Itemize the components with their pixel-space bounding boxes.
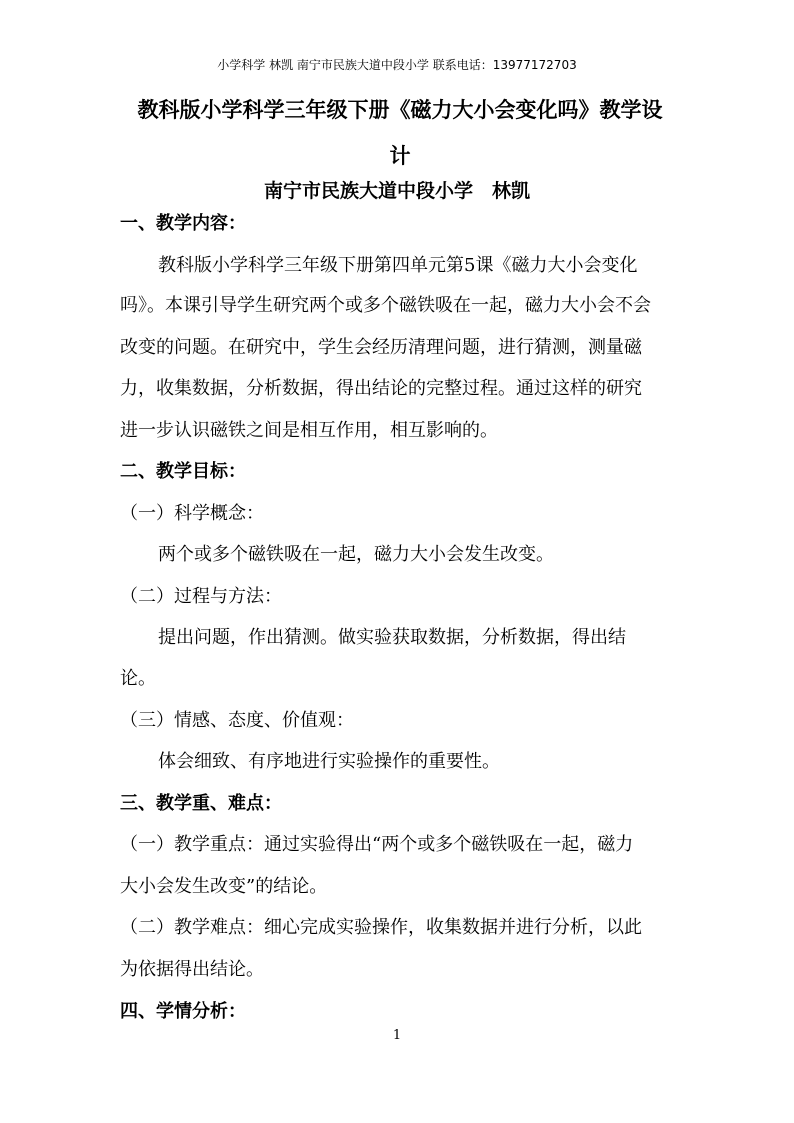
section-heading-objectives: 二、教学目标：: [120, 461, 246, 482]
document-title-line-1: 教科版小学科学三年级下册《磁力大小会变化吗》教学设: [137, 98, 663, 122]
subsection-label: （三）情感、态度、价值观：: [120, 710, 354, 731]
section-heading-learner-analysis: 四、学情分析：: [120, 1001, 246, 1022]
paragraph-line: 体会细致、有序地进行实验操作的重要性。: [158, 751, 500, 772]
subsection-label: （二）过程与方法：: [120, 586, 282, 607]
section-heading-content: 一、教学内容：: [120, 213, 246, 234]
paragraph-line: 大小会发生改变”的结论。: [120, 876, 328, 897]
subsection-label: （一）科学概念：: [120, 503, 264, 524]
paragraph-line: 两个或多个磁铁吸在一起，磁力大小会发生改变。: [158, 544, 554, 565]
paragraph-line: （二）教学难点：细心完成实验操作，收集数据并进行分析，以此: [120, 917, 642, 938]
paragraph-line: 力，收集数据，分析数据，得出结论的完整过程。通过这样的研究: [120, 378, 642, 399]
page-header: 小学科学 林凯 南宁市民族大道中段小学 联系电话：13977172703: [217, 58, 577, 72]
author-line: 南宁市民族大道中段小学 林凯: [263, 180, 530, 202]
paragraph-line: 为依据得出结论。: [120, 959, 264, 980]
paragraph-line: 教科版小学科学三年级下册第四单元第5课《磁力大小会变化: [158, 255, 638, 276]
page-number: 1: [392, 1028, 402, 1043]
paragraph-line: （一）教学重点：通过实验得出“两个或多个磁铁吸在一起，磁力: [120, 834, 634, 855]
paragraph-line: 论。: [120, 668, 156, 689]
paragraph-line: 进一步认识磁铁之间是相互作用，相互影响的。: [120, 420, 498, 441]
paragraph-line: 改变的问题。在研究中，学生会经历清理问题，进行猜测，测量磁: [120, 337, 642, 358]
paragraph-line: 提出问题，作出猜测。做实验获取数据，分析数据，得出结: [158, 627, 626, 648]
section-heading-key-points: 三、教学重、难点：: [120, 793, 282, 814]
document-title-line-2: 计: [389, 144, 411, 168]
paragraph-line: 吗》。本课引导学生研究两个或多个磁铁吸在一起，磁力大小会不会: [120, 295, 651, 316]
